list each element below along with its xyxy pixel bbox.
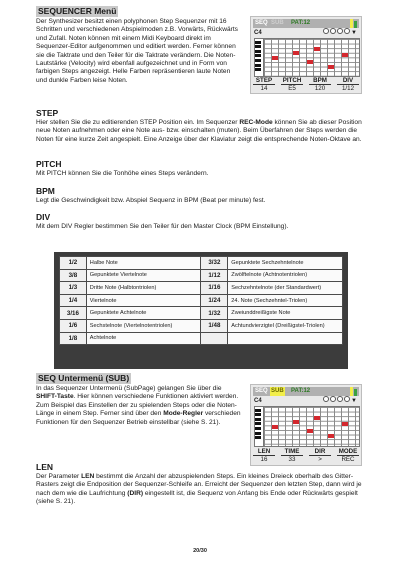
step-text: Hier stellen Sie die zu editierenden STEP Position ein. Im Sequenzer REC-Mode können Sie ab dieser Position neue Noten aufnehmen oder eine Note aus- bzw. einschalten (muten). Beim Überfahren der Steps werden die Noten für eine kurze Zeit angespielt. Eine Anzeige über der Klaviatur zeigt die entsprechende Noten-Oktave an. [36, 119, 362, 143]
status-dots [323, 389, 351, 407]
div-key-cell: 1/24 [201, 294, 228, 307]
len-text: Der Parameter LEN bestimmt die Anzahl der abzuspielenden Steps. Ein kleines Dreieck oberhalb des Gitter-Rasters zeigt die Endposition der Sequenzer-Schleife an. Erreicht der Sequenzer den letzten Step, dann wird je nach dem wie die Laufrichtung (DIR) eingestellt ist, die Sequenz von Anfang bis Ende oder Rückwärts gespielt (siehe S. 21). [36, 473, 362, 506]
pitch-text: Mit PITCH können Sie die Tonhöhe eines Steps verändern. [36, 170, 209, 177]
table-row [60, 294, 343, 307]
div-text: Mit dem DIV Regler bestimmen Sie den Teiler für den Master Clock (BPM Einstellung). [36, 223, 289, 230]
screen-header [253, 19, 359, 28]
param-value-mode[interactable]: REC [337, 455, 359, 463]
step-note [328, 65, 334, 69]
step-note [342, 422, 348, 426]
seq-tag: SEQ [255, 20, 268, 26]
grid-lines [264, 407, 359, 446]
param-value-len[interactable]: 16 [253, 455, 275, 463]
page-number: 20/30 [193, 548, 207, 554]
param-label-len: LEN [257, 448, 271, 455]
div-desc-cell: Gepunktete Achtelnote [86, 307, 201, 320]
seq-tag: SEQ [255, 388, 268, 394]
heading-len: LEN [36, 462, 53, 472]
step-note [314, 47, 320, 51]
div-key-cell: 3/8 [60, 269, 87, 282]
div-desc-cell: Sechstelnote (Viertelnotentriolen) [86, 319, 201, 332]
table-row [60, 269, 343, 282]
step-note [342, 53, 348, 57]
level-meter [350, 387, 353, 396]
level-meter [350, 19, 353, 28]
div-key-cell: 3/32 [201, 257, 228, 270]
div-desc-cell: Achtundvierzigtel (Dreißigstel-Triolen) [228, 319, 343, 332]
table-row [60, 319, 343, 332]
step-note [272, 425, 278, 429]
octave-label: C4 [254, 398, 262, 404]
keyboard-keys [255, 39, 264, 76]
sequencer-sub-screen [250, 384, 362, 466]
div-desc-cell: Halbe Note [86, 257, 201, 270]
grid-lines [264, 39, 359, 76]
loop-end-triangle-icon: ▼ [351, 398, 357, 404]
param-label-mode: MODE [338, 448, 358, 455]
step-note [307, 60, 313, 64]
param-label-step: STEP [255, 77, 273, 84]
bpm-text: Legt die Geschwindigkeit bzw. Abspiel Sequenz in BPM (Beat per minute) fest. [36, 197, 266, 204]
step-note [307, 429, 313, 433]
sequencer-intro-text: Der Synthesizer besitzt einen polyphonen Step Sequenzer mit 16 Schritten und verschiedenen Abspielmoden z.B. Vorwärts, Rückwärts und Zufall. Noten können mit einem Midi Keyboard direkt im Sequenzer-Editor aufgenommen und editiert werden. Ferner können sie die Taktrate und den Teiler für die Taktrate verändern. Die Noten-Lautstärke (Velocity) wird ebenfall aufgezeichnet und in Form von farbigen Steps angezeigt. Helle Farben repräsentieren laute Noten und dunkle Farben leise Noten. [36, 18, 238, 84]
param-value-div[interactable]: 1/12 [337, 84, 359, 92]
heading-step: STEP [36, 108, 59, 118]
heading-bpm: BPM [36, 186, 55, 196]
step-note [272, 56, 278, 60]
div-key-cell: 3/16 [60, 307, 87, 320]
param-label-time: TIME [284, 448, 300, 455]
param-label-pitch: PITCH [282, 77, 302, 84]
div-desc-cell [228, 332, 343, 345]
sequencer-screen [250, 16, 362, 94]
div-key-cell: 1/32 [201, 307, 228, 320]
div-key-cell: 1/2 [60, 257, 87, 270]
div-table [54, 252, 348, 369]
step-note [328, 434, 334, 438]
sub-tag: SUB [271, 20, 284, 26]
param-label-bpm: BPM [313, 77, 327, 84]
step-grid[interactable] [254, 406, 360, 447]
submenu-intro-text: In das Sequenzer Untermenü (SubPage) gelangen Sie über die SHIFT-Taste. Hier können verschiedene Funktionen aktiviert werden. Zum Beispiel das Einstellen der zu spielenden Steps oder die Noten-Länge in einem Step. Ferner sind über den Mode-Regler verschieden Funktionen für den Sequenzer Betrieb einstellbar (siehe S. 21). [36, 385, 241, 426]
div-desc-cell: Viertelnote [86, 294, 201, 307]
octave-label: C4 [254, 30, 262, 36]
div-key-cell: 1/16 [201, 282, 228, 295]
section-title-sequencer: SEQUENCER Menü [38, 6, 117, 16]
step-grid[interactable] [254, 38, 360, 77]
pattern-label: PAT:12 [291, 20, 311, 26]
div-desc-cell: 24. Note (Sechzehntel-Triolen) [228, 294, 343, 307]
div-desc-cell: Sechzehntelnote (der Standardwert) [228, 282, 343, 295]
param-label-dir: DIR [314, 448, 326, 455]
param-value-bpm[interactable]: 120 [309, 84, 331, 92]
div-key-cell: 1/48 [201, 319, 228, 332]
sub-tag: SUB [271, 388, 284, 394]
div-desc-cell: Dritte Note (Halbtontriolen) [86, 282, 201, 295]
param-value-dir[interactable]: > [309, 455, 331, 463]
div-key-cell: 1/4 [60, 294, 87, 307]
table-row [60, 332, 343, 345]
div-key-cell: 1/6 [60, 319, 87, 332]
div-key-cell [201, 332, 228, 345]
step-note [293, 420, 299, 424]
table-row [60, 282, 343, 295]
screen-header [253, 387, 359, 396]
div-desc-cell: Zweiunddreißigste Note [228, 307, 343, 320]
keyboard-keys [255, 407, 264, 446]
div-desc-cell: Gepunktete Sechzehntelnote [228, 257, 343, 270]
pattern-label: PAT:12 [291, 388, 311, 394]
div-desc-cell: Achtelnote [86, 332, 201, 345]
param-value-step[interactable]: 14 [253, 84, 275, 92]
div-key-cell: 1/12 [201, 269, 228, 282]
div-key-cell: 1/3 [60, 282, 87, 295]
div-desc-cell: Gepunktete Viertelnote [86, 269, 201, 282]
level-meter [354, 389, 357, 396]
scroll-arrow-icon: ▼ [351, 30, 357, 36]
div-key-cell: 1/8 [60, 332, 87, 345]
section-title-seq-submenu: SEQ Untermenü (SUB) [38, 373, 130, 383]
param-value-pitch[interactable]: E5 [281, 84, 303, 92]
div-desc-cell: Zwölftelnote (Achtnotentriolen) [228, 269, 343, 282]
step-note [314, 416, 320, 420]
param-value-time[interactable]: 33 [281, 455, 303, 463]
heading-pitch: PITCH [36, 159, 62, 169]
table-row [60, 307, 343, 320]
step-note [293, 51, 299, 55]
param-label-div: DIV [342, 77, 354, 84]
status-dots [323, 21, 351, 39]
table-row [60, 257, 343, 270]
heading-div: DIV [36, 212, 51, 222]
level-meter [354, 21, 357, 28]
